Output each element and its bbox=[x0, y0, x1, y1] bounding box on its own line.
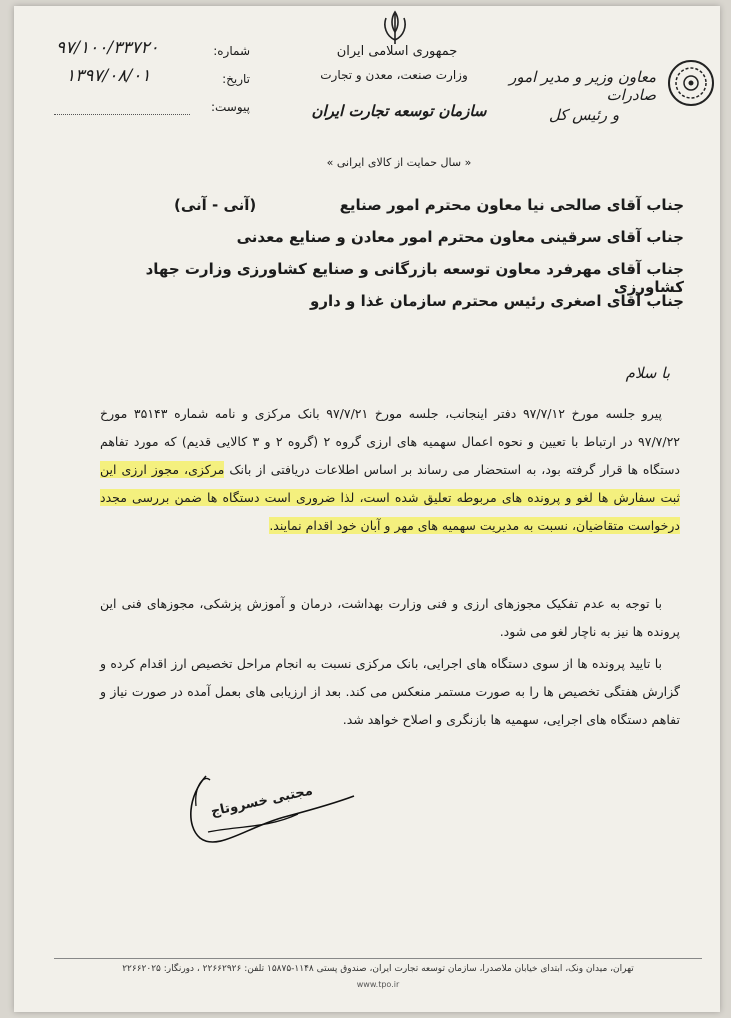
addressee-4: جناب آقای اصغری رئیس محترم سازمان غذا و دارو bbox=[310, 292, 684, 310]
number-label: شماره: bbox=[213, 44, 250, 58]
urgent-label: (آنی - آنی) bbox=[174, 196, 257, 214]
greeting: با سلام bbox=[625, 364, 670, 382]
footer-divider bbox=[54, 958, 702, 959]
republic-title: جمهوری اسلامی ایران bbox=[336, 44, 458, 59]
emblem-icon bbox=[380, 10, 410, 46]
attachment-line bbox=[54, 114, 190, 115]
body-paragraph-3: با تایید پرونده ها از سوی دستگاه های اجرایی، بانک مرکزی نسبت به انجام مراحل تخصیص ارز اقدام کرده و گزارش هفتگی تخصیص ها را به صورت مستمر منعکس می کند. بعد از ارزیابی های بعمل آمده در صورت نیاز و تفاهم دستگاه های اجرایی، سهمیه ها بازنگری و اصلاح خواهد شد. bbox=[100, 656, 680, 727]
body-paragraph-2: با توجه به عدم تفکیک مجوزهای ارزی و فنی وزارت بهداشت، درمان و آموزش پزشکی، مجوزهای فنی این پرونده ها نیز به ناچار لغو می شود. bbox=[100, 596, 680, 639]
body-paragraph-1 bbox=[100, 400, 680, 540]
addressee-2: جناب آقای سرقینی معاون محترم امور معادن و صنایع معدنی bbox=[236, 228, 684, 246]
addressee-1: جناب آقای صالحی نیا معاون محترم امور صنایع bbox=[339, 196, 684, 214]
footer-website: www.tpo.ir bbox=[356, 980, 400, 989]
deputy-title: معاون وزیر و مدیر امور صادرات bbox=[509, 68, 656, 104]
attachment-label: پیوست: bbox=[210, 100, 250, 114]
deputy-title-2: و رئیس کل bbox=[548, 106, 620, 124]
organization-seal-icon bbox=[666, 58, 716, 108]
paragraph-1-text: پیرو جلسه مورخ ۹۷/۷/۱۲ دفتر اینجانب، جلسه مورخ ۹۷/۷/۲۱ بانک مرکزی و نامه شماره ۳۵۱۴۳ مورخ ۹۷/۷/۲۲ در ارتباط با تعیین و نحوه اعمال سهمیه های ارزی گروه ۲ (گروه ۲ و ۳ کالایی قدیم) که مورد تفاهم دستگاه ها قرار گرفته بود، به استحضار می رساند بر اساس اطلاعات دریافتی از بانک bbox=[100, 406, 681, 477]
paragraph-1-highlighted-text: مرکزی، مجوز ارزی این ثبت سفارش ها لغو و پرونده های مربوطه تعلیق شده است، لذا ضروری است دستگاه ها ضمن بررسی مجدد درخواست متقاضیان، نسبت به مدیریت سهمیه های مهر و آبان خود اقدام نمایند. bbox=[100, 462, 680, 533]
date-label: تاریخ: bbox=[222, 72, 250, 86]
addressee-3: جناب آقای مهرفرد معاون توسعه بازرگانی و صنایع کشاورزی وزارت جهاد کشاورزی bbox=[145, 260, 684, 296]
date-value: ۱۳۹۷/۰۸/۰۱ bbox=[66, 66, 151, 86]
signer-name: مجتبی خسروتاج bbox=[209, 783, 315, 820]
signature-scribble-icon bbox=[178, 766, 358, 856]
organization-title: سازمان توسعه تجارت ایران bbox=[311, 102, 487, 120]
number-value: ۹۷/۱۰۰/۳۳۷۲۰ bbox=[56, 38, 159, 58]
ministry-title: وزارت صنعت، معدن و تجارت bbox=[320, 68, 468, 82]
letter-page bbox=[14, 6, 720, 1012]
slogan: « سال حمایت از کالای ایرانی » bbox=[326, 156, 472, 169]
footer-address: تهران، میدان ونک، ابتدای خیابان ملاصدرا، سازمان توسعه تجارت ایران، صندوق پستی ۱۱۴۸-۱۵۸۷۵ تلفن: ۲۲۶۶۲۹۲۶ ، دورنگار: ۲۲۶۶۲۰۲۵ bbox=[122, 964, 634, 974]
